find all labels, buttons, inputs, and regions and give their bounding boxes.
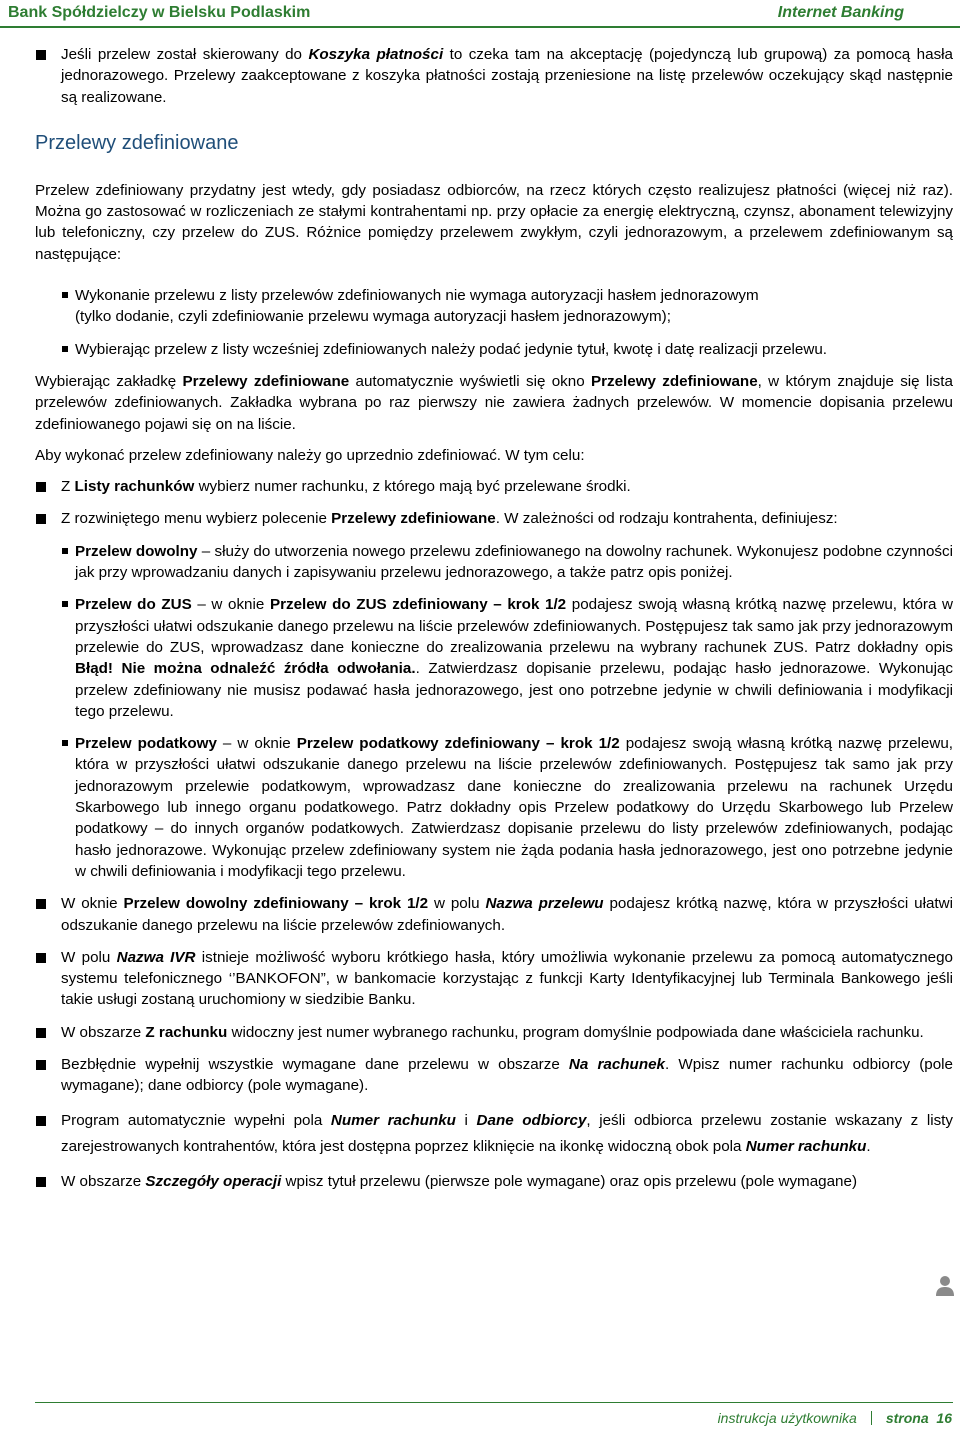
paragraph-howto: Aby wykonać przelew zdefiniowany należy go uprzednio zdefiniować. W tym celu: <box>35 446 585 464</box>
footer-label: instrukcja użytkownika <box>717 1410 857 1426</box>
text: Bezbłędnie wypełnij wszystkie wymagane dane przelewu w obszarze <box>61 1055 569 1073</box>
text: , jeśli odbiorca przelewu zostanie wskazany z listy zarejestrowanych kontrahentów, która jest dostępna poprzez kliknięcie na ikonkę widoczną obok pola <box>61 1111 953 1155</box>
text: , w którym znajduje się lista przelewów zdefiniowanych. Zakładka wybrana po raz pierwszy nie zawiera żadnych przelewów. W momencie dopisania przelewu zdefiniowanego pojawi się on na liście. <box>35 372 953 433</box>
text: Wybierając zakładkę <box>35 372 183 390</box>
square-bullet-icon <box>36 1177 46 1187</box>
text: podajesz swoją własną krótką nazwę przelewu, która w przyszłości ułatwi odszukanie danego przelewu na liście przelewów zdefiniowanych. Postępujesz tak samo jak przy jednorazowym przelewie podatkowym, wprowadzasz dane konieczne do zrealizowania przelewu na rachunek Urzędu Skarbowego lub innego organu podatkowego. Patrz dokładny opis Przelew podatkowy do Urzędu Skarbowego lub Przelew podatkowy – do innych organów podatkowych. Zatwierdzasz dopisanie przelewu do listy przelewów zdefiniowanych, podając hasło jednorazowe. Wykonując przelew zdefiniowany system nie żąda podania hasła jednorazowego, jest ono potrzebne jedynie w chwili definiowania i modyfikacji tego przelewu. <box>75 735 953 880</box>
term: Przelewy zdefiniowane <box>590 372 758 390</box>
page-label: strona <box>885 1410 929 1426</box>
error-reference: Błąd! Nie można odnaleźć źródła odwołania. <box>75 660 416 678</box>
term: Przelew podatkowy zdefiniowany – krok 1/2 <box>296 735 620 753</box>
term: Przelewy zdefiniowane <box>182 372 350 390</box>
text: . Wpisz numer rachunku odbiorcy (pole wymagane); dane odbiorcy (pole wymagane). <box>61 1055 953 1095</box>
text: – w oknie <box>191 596 270 614</box>
text: W obszarze <box>61 1172 146 1190</box>
text: to czeka tam na akceptację (pojedynczą lub grupową) za pomocą hasła jednorazowego. Przelewy zaakceptowane z koszyka płatności zostają przeniesione na listę przelewów oczekujący skąd następnie są realizowane. <box>61 46 953 106</box>
field-name: Nazwa przelewu <box>485 895 604 913</box>
step-item <box>35 947 953 1011</box>
person-icon <box>935 1275 955 1297</box>
intro-bullet <box>35 44 953 108</box>
small-square-bullet-icon <box>62 548 68 554</box>
document-body <box>35 44 953 1192</box>
field-name: Nazwa IVR <box>116 948 196 966</box>
footer-separator <box>871 1411 872 1425</box>
text: wpisz tytuł przelewu (pierwsze pole wymagane) oraz opis przelewu (pole wymagane) <box>281 1172 857 1190</box>
term: Przelew do ZUS <box>75 596 192 614</box>
step-item <box>35 508 953 529</box>
difference-item <box>35 285 953 328</box>
field-name: Na rachunek <box>568 1055 666 1073</box>
square-bullet-icon <box>36 50 46 60</box>
square-bullet-icon <box>36 482 46 492</box>
small-square-bullet-icon <box>62 740 68 746</box>
field-name: Dane odbiorcy <box>476 1111 587 1129</box>
paragraph-tab <box>35 371 953 435</box>
step-item <box>35 1022 953 1043</box>
square-bullet-icon <box>36 953 46 963</box>
text: podajesz swoją własną krótką nazwę przelewu, która w przyszłości ułatwi odszukanie danego przelewu na liście przelewów zdefiniowanych. Postępujesz tak samo jak przy jednorazowym przelewie do ZUS, wprowadzasz dane konieczne do zrealizowania przelewu na wybrany rachunek ZUS. Patrz dokładny opis <box>75 596 953 656</box>
text: (tylko dodanie, czyli zdefiniowanie przelewu wymaga autoryzacji hasłem jednorazowym); <box>75 308 671 326</box>
text: widoczny jest numer wybranego rachunku, program domyślnie podpowiada dane właściciela rachunku. <box>227 1023 924 1041</box>
text: W polu <box>61 948 117 966</box>
text: Wykonanie przelewu z listy przelewów zdefiniowanych nie wymaga autoryzacji hasłem jednorazowym <box>75 287 759 305</box>
text: automatycznie wyświetli się okno <box>349 372 591 390</box>
option-item <box>35 541 953 584</box>
text: Wybierając przelew z listy wcześniej zdefiniowanych należy podać jedynie tytuł, kwotę i datę realizacji przelewu. <box>75 340 827 358</box>
text: i <box>455 1111 477 1129</box>
text: – w oknie <box>216 735 297 753</box>
square-bullet-icon <box>36 1028 46 1038</box>
page-number: 16 <box>936 1410 952 1426</box>
text: . Zatwierdzasz dopisanie przelewu, podając hasło jednorazowe. Wykonując przelew zdefiniowany nie musisz podawać hasła jednorazowego, jest ono potrzebne jedynie w chwili definiowania i modyfikacji tego przelewu. <box>75 660 953 720</box>
text: Jeśli przelew został skierowany do <box>61 46 309 63</box>
term: Przelew dowolny zdefiniowany – krok 1/2 <box>123 895 429 913</box>
term: Przelewy zdefiniowane <box>331 510 496 528</box>
small-square-bullet-icon <box>62 292 68 298</box>
small-square-bullet-icon <box>62 346 68 352</box>
step-item <box>35 476 953 497</box>
term: Przelew do ZUS zdefiniowany – krok 1/2 <box>269 596 567 614</box>
term: Przelew podatkowy <box>75 735 217 753</box>
product-name: Internet Banking <box>777 4 904 21</box>
text: W oknie <box>61 895 124 913</box>
text: W obszarze <box>61 1023 146 1041</box>
square-bullet-icon <box>36 1116 46 1126</box>
text: Program automatycznie wypełni pola <box>61 1111 331 1129</box>
page-footer <box>718 1408 952 1429</box>
text: Z rozwiniętego menu wybierz polecenie <box>61 510 332 528</box>
term: Z rachunku <box>145 1023 228 1041</box>
option-item <box>35 733 953 882</box>
text: Z <box>61 478 75 496</box>
text: w polu <box>428 895 486 913</box>
section-title: Przelewy zdefiniowane <box>35 131 239 154</box>
field-name: Numer rachunku <box>745 1137 867 1155</box>
text: istnieje możliwość wyboru krótkiego hasła, który umożliwia wykonanie przelewu za pomocą automatycznego systemu telefonicznego ‘’BANKOFON”, w bankomacie korzystając z funkcji Karty Identyfikacyjnej lub Terminala Bankowego jeśli takie usługi zostaną uruchomiony w siedzibie Banku. <box>61 948 953 1009</box>
page-header <box>0 0 960 28</box>
square-bullet-icon <box>36 899 46 909</box>
option-item <box>35 594 953 722</box>
small-square-bullet-icon <box>62 601 68 607</box>
koszyka-platnosci-term: Koszyka płatności <box>308 46 444 63</box>
text: . <box>866 1137 871 1155</box>
footer-divider <box>35 1402 953 1403</box>
difference-item <box>35 339 953 360</box>
term: Przelew dowolny <box>75 542 198 560</box>
step-item <box>35 1108 953 1160</box>
step-item <box>35 1054 953 1097</box>
step-item <box>35 1171 953 1192</box>
square-bullet-icon <box>36 514 46 524</box>
text: wybierz numer rachunku, z którego mają być przelewane środki. <box>194 478 631 496</box>
bank-name: Bank Spółdzielczy w Bielsku Podlaskim <box>8 4 311 21</box>
text: – służy do utworzenia nowego przelewu zdefiniowanego na dowolny rachunek. Wykonujesz podobne czynności jak przy wprowadzaniu danych i zapisywaniu przelewu jednorazowego, a także patrz opis poniżej. <box>75 542 953 582</box>
square-bullet-icon <box>36 1060 46 1070</box>
term: Listy rachunków <box>74 478 195 496</box>
text: podajesz krótką nazwę, która w przyszłości ułatwi odszukanie danego przelewu na liście przelewów zdefiniowanych. <box>61 895 953 934</box>
step-item <box>35 893 953 936</box>
field-name: Numer rachunku <box>330 1111 456 1129</box>
paragraph-intro: Przelew zdefiniowany przydatny jest wtedy, gdy posiadasz odbiorców, na rzecz których często realizujesz płatności (więcej niż raz). Można go zastosować w rozliczeniach ze stałymi kontrahentami np. przy opłacie za energię elektryczną, czynsz, abonament telewizyjny lub telefoniczny, czy przelew do ZUS. Różnice pomiędzy przelewem zwykłym, czyli jednorazowym, a przelewem zdefiniowanym są następujące: <box>35 181 953 263</box>
field-name: Szczegóły operacji <box>145 1172 282 1190</box>
text: . W zależności od rodzaju kontrahenta, definiujesz: <box>495 510 838 528</box>
